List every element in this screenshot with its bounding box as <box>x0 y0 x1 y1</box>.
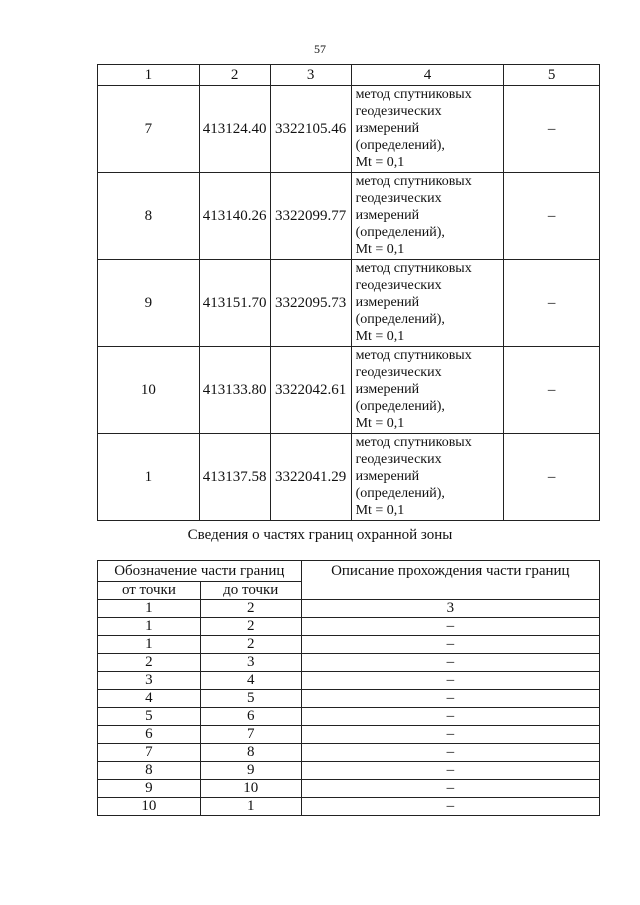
method-line: метод спутниковых <box>355 174 472 189</box>
description-cell: – <box>301 762 599 780</box>
border-part-designation-header: Обозначение части границ <box>98 561 302 582</box>
from-point-cell: 10 <box>98 798 201 816</box>
note-cell: – <box>504 347 600 434</box>
method-line: (определений), <box>355 486 445 501</box>
border-part-row <box>98 744 600 762</box>
from-point-cell: 5 <box>98 708 201 726</box>
to-point-cell: 7 <box>200 726 301 744</box>
description-cell: – <box>301 744 599 762</box>
border-part-row <box>98 672 600 690</box>
description-cell: – <box>301 636 599 654</box>
coordinates-header-cell: 3 <box>270 65 351 86</box>
method-line: (определений), <box>355 225 445 240</box>
coordinate-row <box>98 86 600 173</box>
description-cell: – <box>301 672 599 690</box>
note-cell: – <box>504 86 600 173</box>
method-cell <box>351 86 504 173</box>
method-line: метод спутниковых <box>355 435 472 450</box>
border-part-row <box>98 618 600 636</box>
y-coordinate-cell: 3322042.61 <box>270 347 351 434</box>
border-part-row <box>98 762 600 780</box>
to-point-cell: 8 <box>200 744 301 762</box>
method-cell <box>351 173 504 260</box>
method-line: (определений), <box>355 138 445 153</box>
from-point-cell: 9 <box>98 780 201 798</box>
method-line: Mt = 0,1 <box>355 155 405 170</box>
border-parts-table <box>97 560 600 816</box>
coordinates-header-cell: 5 <box>504 65 600 86</box>
to-point-cell: 6 <box>200 708 301 726</box>
description-cell: – <box>301 654 599 672</box>
point-number-cell: 10 <box>98 347 200 434</box>
coordinate-row <box>98 347 600 434</box>
method-cell <box>351 347 504 434</box>
x-coordinate-cell: 413151.70 <box>199 260 270 347</box>
method-line: измерений <box>355 208 420 223</box>
method-line: геодезических <box>355 104 442 119</box>
method-line: метод спутниковых <box>355 348 472 363</box>
method-line: (определений), <box>355 399 445 414</box>
note-cell: – <box>504 260 600 347</box>
description-cell: – <box>301 690 599 708</box>
method-line: метод спутниковых <box>355 261 472 276</box>
to-point-cell: 2 <box>200 618 301 636</box>
method-line: геодезических <box>355 191 442 206</box>
point-number-cell: 9 <box>98 260 200 347</box>
y-coordinate-cell: 3322041.29 <box>270 434 351 521</box>
from-point-header: от точки <box>98 582 201 600</box>
method-line: метод спутниковых <box>355 87 472 102</box>
from-point-cell: 4 <box>98 690 201 708</box>
coordinates-header-cell: 1 <box>98 65 200 86</box>
column-number-cell: 3 <box>301 600 599 618</box>
border-part-row <box>98 690 600 708</box>
coordinate-row <box>98 434 600 521</box>
method-line: геодезических <box>355 452 442 467</box>
y-coordinate-cell: 3322095.73 <box>270 260 351 347</box>
coordinates-header-cell: 2 <box>199 65 270 86</box>
point-number-cell: 7 <box>98 86 200 173</box>
border-part-row <box>98 708 600 726</box>
x-coordinate-cell: 413140.26 <box>199 173 270 260</box>
method-line: геодезических <box>355 278 442 293</box>
column-number-cell: 1 <box>98 600 201 618</box>
section-title: Сведения о частях границ охранной зоны <box>187 527 453 543</box>
from-point-cell: 6 <box>98 726 201 744</box>
method-cell <box>351 434 504 521</box>
border-description-header: Описание прохождения части границ <box>301 561 599 600</box>
x-coordinate-cell: 413133.80 <box>199 347 270 434</box>
coordinates-header-cell: 4 <box>351 65 504 86</box>
description-cell: – <box>301 780 599 798</box>
x-coordinate-cell: 413137.58 <box>199 434 270 521</box>
note-cell: – <box>504 434 600 521</box>
border-part-row <box>98 726 600 744</box>
to-point-cell: 10 <box>200 780 301 798</box>
point-number-cell: 1 <box>98 434 200 521</box>
coordinates-table <box>97 64 600 521</box>
y-coordinate-cell: 3322099.77 <box>270 173 351 260</box>
method-line: геодезических <box>355 365 442 380</box>
method-line: Mt = 0,1 <box>355 242 405 257</box>
column-number-cell: 2 <box>200 600 301 618</box>
from-point-cell: 1 <box>98 636 201 654</box>
from-point-cell: 8 <box>98 762 201 780</box>
from-point-cell: 3 <box>98 672 201 690</box>
coordinate-row <box>98 260 600 347</box>
point-number-cell: 8 <box>98 173 200 260</box>
from-point-cell: 7 <box>98 744 201 762</box>
from-point-cell: 1 <box>98 618 201 636</box>
to-point-cell: 5 <box>200 690 301 708</box>
method-line: измерений <box>355 469 420 484</box>
method-line: Mt = 0,1 <box>355 416 405 431</box>
method-line: (определений), <box>355 312 445 327</box>
y-coordinate-cell: 3322105.46 <box>270 86 351 173</box>
to-point-header: до точки <box>200 582 301 600</box>
from-point-cell: 2 <box>98 654 201 672</box>
to-point-cell: 3 <box>200 654 301 672</box>
method-line: измерений <box>355 295 420 310</box>
parts-number-row <box>98 600 600 618</box>
x-coordinate-cell: 413124.40 <box>199 86 270 173</box>
border-part-row <box>98 636 600 654</box>
to-point-cell: 4 <box>200 672 301 690</box>
border-part-row <box>98 780 600 798</box>
page-number: 57 <box>314 42 326 56</box>
to-point-cell: 2 <box>200 636 301 654</box>
border-part-row <box>98 654 600 672</box>
method-line: Mt = 0,1 <box>355 329 405 344</box>
note-cell: – <box>504 173 600 260</box>
method-line: Mt = 0,1 <box>355 503 405 518</box>
description-cell: – <box>301 726 599 744</box>
coordinate-row <box>98 173 600 260</box>
description-cell: – <box>301 618 599 636</box>
to-point-cell: 1 <box>200 798 301 816</box>
border-part-row <box>98 798 600 816</box>
to-point-cell: 9 <box>200 762 301 780</box>
method-cell <box>351 260 504 347</box>
parts-header-row <box>98 561 600 582</box>
method-line: измерений <box>355 121 420 136</box>
coordinates-header-row <box>98 65 600 86</box>
description-cell: – <box>301 798 599 816</box>
method-line: измерений <box>355 382 420 397</box>
description-cell: – <box>301 708 599 726</box>
